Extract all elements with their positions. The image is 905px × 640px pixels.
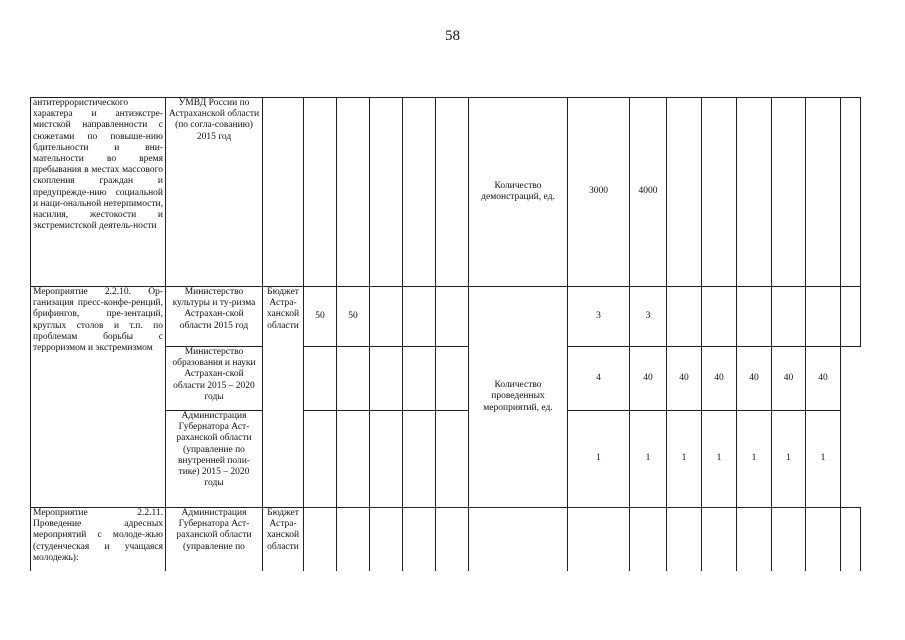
- table-row: [31, 98, 861, 287]
- empty-cell: [337, 98, 370, 287]
- empty-cell: [403, 508, 436, 572]
- empty-cell: [304, 347, 337, 411]
- value-cell: 40: [630, 347, 667, 411]
- measure-description: антитеррористического характера и антиэкстре-мистской направленности с сюжетами по повыше-нию бдительности и вни-мательности во время пребывания в местах массового скопления граждан и предупрежде-нию социальной и наци-ональной нетерпимости, насилия, жестокости и экстремистской деятель-ности: [31, 98, 166, 287]
- empty-cell: [841, 287, 861, 347]
- empty-cell: [737, 287, 772, 347]
- value-cell: 1: [772, 411, 806, 508]
- empty-cell: [772, 287, 806, 347]
- executor-cell: Администрация Губернатора Аст-раханской области (управление по внутренней поли-тике) 2015 – 2020 годы: [166, 411, 263, 508]
- empty-cell: [370, 508, 403, 572]
- funding-source-cell: Бюджет Астра-ханской области: [263, 508, 304, 572]
- value-cell: 1: [806, 411, 841, 508]
- empty-cell: [436, 411, 469, 508]
- value-cell: 40: [737, 347, 772, 411]
- empty-cell: [806, 287, 841, 347]
- value-cell: 1: [702, 411, 737, 508]
- empty-cell: [403, 98, 436, 287]
- empty-cell: [403, 411, 436, 508]
- empty-cell: [772, 508, 806, 572]
- empty-cell: [667, 508, 702, 572]
- empty-cell: [737, 98, 772, 287]
- empty-cell: [436, 508, 469, 572]
- empty-cell: [667, 287, 702, 347]
- table-row: [31, 508, 861, 572]
- measure-description: Мероприятие 2.2.11. Проведение адресных мероприятий с молоде-жью (студенческая и учащаяся молодежь):: [31, 508, 166, 572]
- value-cell: 1: [630, 411, 667, 508]
- executor-cell: УМВД России по Астраханской области (по согла-сованию) 2015 год: [166, 98, 263, 287]
- indicator-cell: Количество проведенных мероприятий, ед.: [469, 287, 568, 508]
- empty-cell: [702, 98, 737, 287]
- empty-cell: [370, 411, 403, 508]
- value-cell: 1: [667, 411, 702, 508]
- empty-cell: [370, 347, 403, 411]
- empty-cell: [667, 98, 702, 287]
- empty-cell: [337, 347, 370, 411]
- empty-cell: [737, 508, 772, 572]
- empty-cell: [403, 347, 436, 411]
- empty-cell: [469, 508, 568, 572]
- empty-cell: [702, 287, 737, 347]
- value-cell: 40: [667, 347, 702, 411]
- empty-cell: [841, 98, 861, 287]
- empty-cell: [304, 508, 337, 572]
- empty-cell: [263, 98, 304, 287]
- funding-cell: 50: [337, 287, 370, 347]
- value-cell: 4000: [630, 98, 667, 287]
- empty-cell: [568, 508, 630, 572]
- measure-description: Мероприятие 2.2.10. Ор-ганизация пресс-конфе-ренций, брифингов, пре-зентаций, круглых столов и т.п. по проблемам борьбы с терроризмом и экстремизмом: [31, 287, 166, 508]
- executor-cell: Министерство образования и науки Астрахан-ской области 2015 – 2020 годы: [166, 347, 263, 411]
- value-cell: 1: [737, 411, 772, 508]
- empty-cell: [337, 411, 370, 508]
- indicator-cell: Количество демонстраций, ед.: [469, 98, 568, 287]
- empty-cell: [370, 98, 403, 287]
- value-cell: 3: [630, 287, 667, 347]
- table-row: [31, 287, 861, 347]
- empty-cell: [370, 287, 403, 347]
- page-number: 58: [445, 28, 460, 44]
- empty-cell: [772, 98, 806, 287]
- value-cell: 3000: [568, 98, 630, 287]
- empty-cell: [841, 508, 861, 572]
- empty-cell: [806, 508, 841, 572]
- value-cell: 40: [702, 347, 737, 411]
- empty-cell: [806, 98, 841, 287]
- empty-cell: [304, 98, 337, 287]
- empty-cell: [436, 287, 469, 347]
- empty-cell: [304, 411, 337, 508]
- executor-cell: Министерство культуры и ту-ризма Астрахан-ской области 2015 год: [166, 287, 263, 347]
- measures-table: [30, 97, 861, 571]
- value-cell: 1: [568, 411, 630, 508]
- value-cell: 3: [568, 287, 630, 347]
- empty-cell: [436, 347, 469, 411]
- funding-cell: 50: [304, 287, 337, 347]
- empty-cell: [630, 508, 667, 572]
- empty-cell: [702, 508, 737, 572]
- empty-cell: [403, 287, 436, 347]
- funding-source-cell: Бюджет Астра-ханской области: [263, 287, 304, 508]
- value-cell: 40: [772, 347, 806, 411]
- value-cell: 40: [806, 347, 841, 411]
- executor-cell: Администрация Губернатора Аст-раханской области (управление по: [166, 508, 263, 572]
- empty-cell: [337, 508, 370, 572]
- empty-cell: [436, 98, 469, 287]
- value-cell: 4: [568, 347, 630, 411]
